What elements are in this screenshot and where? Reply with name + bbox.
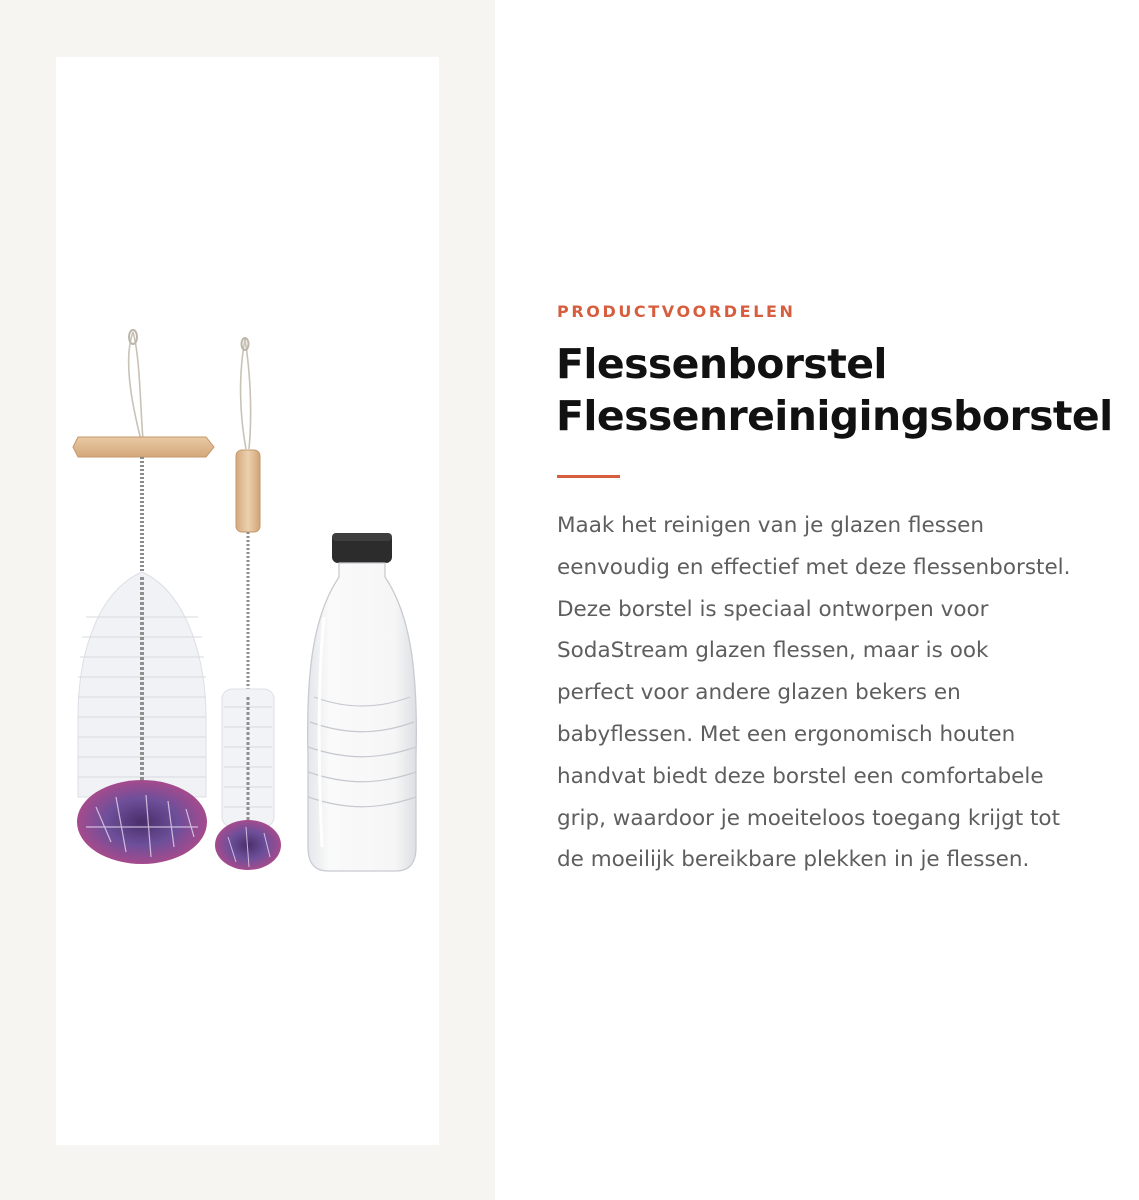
- product-title-line: Flessenborstel: [556, 340, 887, 388]
- description-line: handvat biedt deze borstel een comfortabele: [557, 763, 1044, 789]
- description-line: de moeilijk bereikbare plekken in je flessen.: [557, 847, 1030, 873]
- title-divider: [557, 475, 620, 478]
- small-bottle-brush: [215, 338, 281, 870]
- product-image-panel: [0, 0, 495, 1200]
- product-image-card: [56, 57, 439, 1145]
- product-description: [557, 505, 1139, 881]
- description-line: babyflessen. Met een ergonomisch houten: [557, 721, 1016, 747]
- description-line: perfect voor andere glazen bekers en: [557, 680, 961, 706]
- description-line: grip, waardoor je moeiteloos toegang krijgt tot: [557, 805, 1061, 831]
- product-image: [56, 57, 439, 1145]
- description-line: Maak het reinigen van je glazen flessen: [557, 513, 984, 538]
- description-line: Deze borstel is speciaal ontworpen voor: [557, 596, 989, 622]
- product-title-line: Flessenreinigingsborstel: [556, 392, 1113, 440]
- section-eyebrow: PRODUCTVOORDELEN: [557, 302, 796, 321]
- large-bottle-brush: [73, 330, 214, 864]
- description-line: eenvoudig en effectief met deze flessenborstel.: [557, 554, 1071, 580]
- product-benefits-section: [495, 0, 1139, 1200]
- glass-carafe: [308, 533, 417, 871]
- description-line: SodaStream glazen flessen, maar is ook: [557, 638, 989, 664]
- product-title: [556, 338, 1113, 442]
